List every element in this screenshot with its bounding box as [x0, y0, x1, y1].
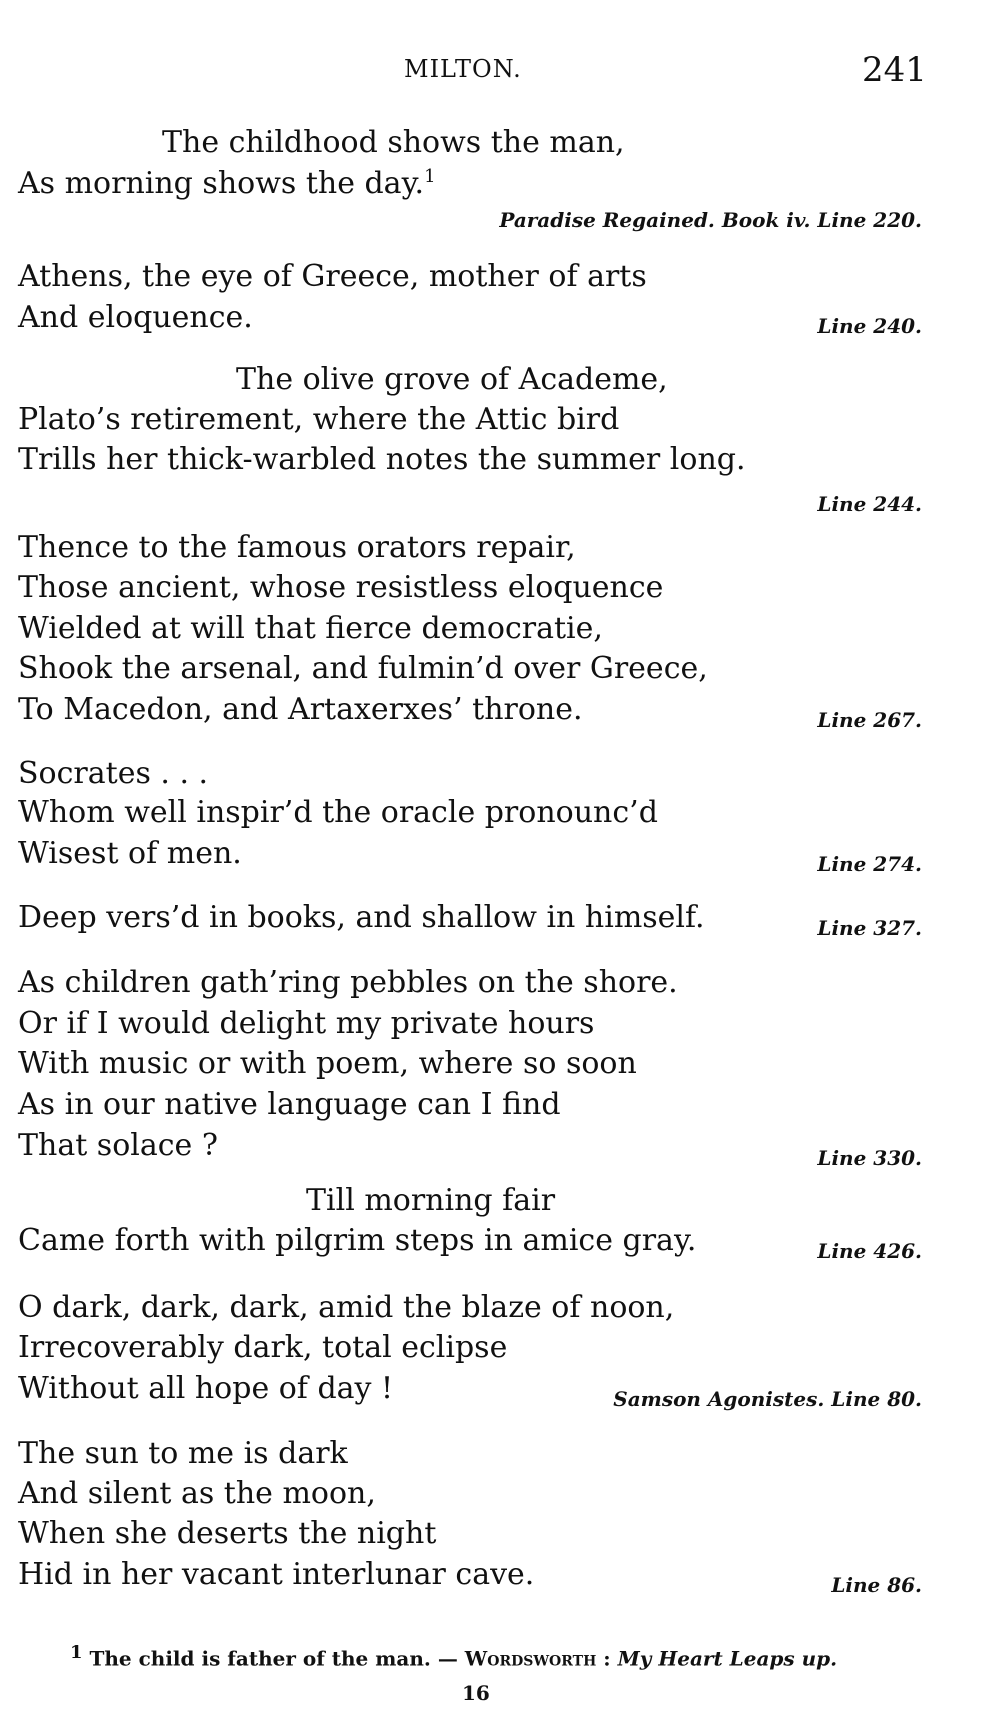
verse-line: Trills her thick-warbled notes the summer long.: [18, 442, 746, 477]
verse-line: Shook the arsenal, and fulmin’d over Greece,: [18, 651, 708, 686]
citation: Paradise Regained. Book iv. Line 220.: [499, 208, 922, 232]
verse-line: Till morning fair: [306, 1183, 556, 1218]
page-number: 241: [862, 50, 927, 90]
verse-line: The childhood shows the man,: [162, 125, 625, 160]
verse-line: Those ancient, whose resistless eloquence: [18, 570, 664, 605]
verse-line: Wielded at will that fierce democratie,: [18, 611, 603, 646]
verse-line: Or if I would delight my private hours: [18, 1006, 595, 1041]
citation: Line 86.: [831, 1573, 922, 1597]
footnote-separator: :: [603, 1646, 611, 1671]
verse-line: With music or with poem, where so soon: [18, 1046, 637, 1081]
verse-line: The sun to me is dark: [18, 1436, 348, 1471]
verse-line: Wisest of men.: [18, 836, 242, 871]
citation: Line 327.: [817, 916, 922, 940]
verse-line: And silent as the moon,: [18, 1476, 376, 1511]
verse-line: When she deserts the night: [18, 1516, 437, 1551]
verse-line: Came forth with pilgrim steps in amice gray.: [18, 1223, 697, 1258]
running-header: MILTON.: [404, 55, 522, 83]
verse-line: To Macedon, and Artaxerxes’ throne.: [18, 692, 583, 727]
footnote-mark: 1: [70, 1642, 83, 1663]
verse-line: Socrates . . .: [18, 756, 209, 791]
footnote-text: The child is father of the man. —: [89, 1646, 458, 1671]
verse-line: Whom well inspir’d the oracle pronounc’d: [18, 795, 658, 830]
verse-line: That solace ?: [18, 1128, 218, 1163]
citation: Line 240.: [817, 314, 922, 338]
footnote-work: My Heart Leaps up.: [617, 1646, 838, 1671]
footnote-author: Wordsworth: [464, 1646, 597, 1671]
verse-line: As in our native language can I find: [18, 1087, 561, 1122]
verse-line: Thence to the famous orators repair,: [18, 530, 576, 565]
verse-line: And eloquence.: [18, 300, 253, 335]
verse-line: Deep vers’d in books, and shallow in himself.: [18, 900, 705, 935]
verse-line: As morning shows the day.$^1$: [18, 166, 436, 201]
citation: Line 426.: [817, 1239, 922, 1263]
verse-line: Without all hope of day !: [18, 1371, 394, 1406]
citation: Line 274.: [817, 852, 922, 876]
citation: Line 330.: [817, 1146, 922, 1170]
verse-line: Plato’s retirement, where the Attic bird: [18, 402, 620, 437]
verse-line: O dark, dark, dark, amid the blaze of noon,: [18, 1290, 675, 1325]
verse-line: As children gath’ring pebbles on the shore.: [18, 965, 678, 1000]
verse-line: Irrecoverably dark, total eclipse: [18, 1330, 508, 1365]
signature-mark: 16: [462, 1681, 490, 1705]
citation: Line 244.: [817, 492, 922, 516]
verse-line: The olive grove of Academe,: [236, 362, 668, 397]
citation: Samson Agonistes. Line 80.: [613, 1387, 922, 1411]
verse-line: Athens, the eye of Greece, mother of arts: [18, 259, 647, 294]
footnote: [70, 1642, 837, 1671]
verse-line: Hid in her vacant interlunar cave.: [18, 1557, 535, 1592]
footnote-mark: 1: [424, 166, 436, 187]
citation: Line 267.: [817, 708, 922, 732]
